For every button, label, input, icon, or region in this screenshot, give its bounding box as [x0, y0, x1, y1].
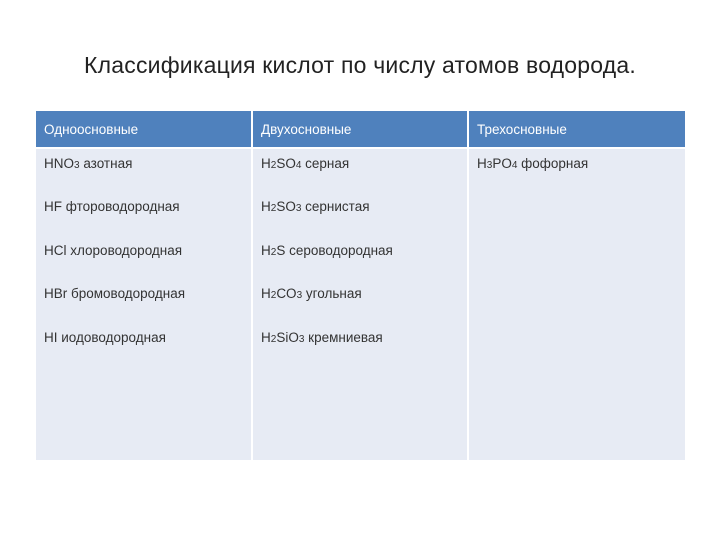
- formula-part: H: [261, 286, 271, 302]
- formula-subscript: 2: [270, 246, 277, 258]
- formula-subscript: 3: [486, 160, 493, 171]
- table-body-row: [36, 148, 685, 460]
- acid-name: иодоводородная: [61, 329, 166, 345]
- header-dibasic: Двухосновные: [252, 111, 468, 148]
- acid-name: угольная: [305, 286, 362, 302]
- formula-subscript: 3: [298, 333, 305, 345]
- formula-part: HBr: [44, 286, 68, 302]
- slide-title: Классификация кислот по числу атомов водорода.: [84, 52, 636, 78]
- acid-name: фофорная: [521, 156, 589, 171]
- acid-entry: [44, 285, 251, 328]
- acid-name: сероводородная: [289, 242, 393, 258]
- acid-formula: [261, 199, 301, 214]
- formula-part: H: [261, 199, 271, 215]
- formula-part: HCl: [44, 242, 67, 258]
- acid-formula: [44, 156, 80, 171]
- acid-entry: [44, 198, 251, 241]
- acid-name: фтороводородная: [65, 199, 180, 215]
- acid-name: хлороводородная: [70, 242, 183, 258]
- formula-subscript: 2: [270, 333, 277, 345]
- formula-part: H: [261, 242, 271, 258]
- acid-entry: [261, 242, 467, 285]
- formula-subscript: 3: [295, 203, 302, 215]
- formula-part: S: [276, 242, 286, 258]
- acid-formula: [261, 286, 302, 301]
- acid-entry: [261, 285, 467, 328]
- acid-entry: [44, 242, 251, 285]
- header-monobasic: Одноосновные: [36, 111, 252, 148]
- formula-part: HI: [44, 329, 58, 345]
- acid-formula: [44, 199, 62, 214]
- formula-subscript: 2: [270, 290, 277, 302]
- formula-part: SO: [276, 156, 296, 171]
- acid-formula: [477, 156, 517, 171]
- formula-part: H: [477, 156, 487, 171]
- formula-part: PO: [492, 156, 512, 171]
- formula-part: H: [261, 156, 271, 171]
- column-monobasic: [36, 148, 252, 460]
- formula-part: CO: [276, 286, 297, 302]
- table-header-row: [36, 111, 685, 148]
- column-tribasic: [468, 148, 685, 460]
- formula-part: H: [261, 329, 271, 345]
- formula-subscript: 2: [270, 160, 277, 171]
- acid-entry: [261, 329, 467, 372]
- acid-name: кремниевая: [308, 329, 383, 345]
- acid-entry: [44, 155, 251, 198]
- formula-subscript: 2: [270, 203, 277, 215]
- acid-formula: [261, 243, 285, 258]
- formula-subscript: 3: [74, 160, 80, 171]
- acid-entry: [44, 329, 251, 372]
- acid-formula: [44, 286, 67, 301]
- acid-name: сернистая: [305, 199, 370, 215]
- acid-formula: [44, 243, 67, 258]
- formula-subscript: 4: [295, 160, 302, 171]
- formula-subscript: 4: [511, 160, 518, 171]
- formula-subscript: 3: [296, 290, 303, 302]
- formula-part: SiO: [276, 329, 299, 345]
- acid-entry: [261, 155, 467, 198]
- acid-entry: [261, 198, 467, 241]
- acid-formula: [261, 330, 304, 345]
- column-dibasic: [252, 148, 468, 460]
- formula-part: SO: [276, 199, 296, 215]
- formula-part: HF: [44, 199, 62, 215]
- acid-name: серная: [305, 156, 350, 171]
- formula-part: HNO: [44, 156, 74, 171]
- header-tribasic: Трехосновные: [468, 111, 685, 148]
- acid-name: азотная: [83, 156, 133, 171]
- acid-formula: [44, 330, 58, 345]
- acid-classification-table: [36, 111, 685, 460]
- acid-entry: [477, 155, 685, 198]
- acid-formula: [261, 156, 301, 171]
- acid-name: бромоводородная: [71, 286, 186, 302]
